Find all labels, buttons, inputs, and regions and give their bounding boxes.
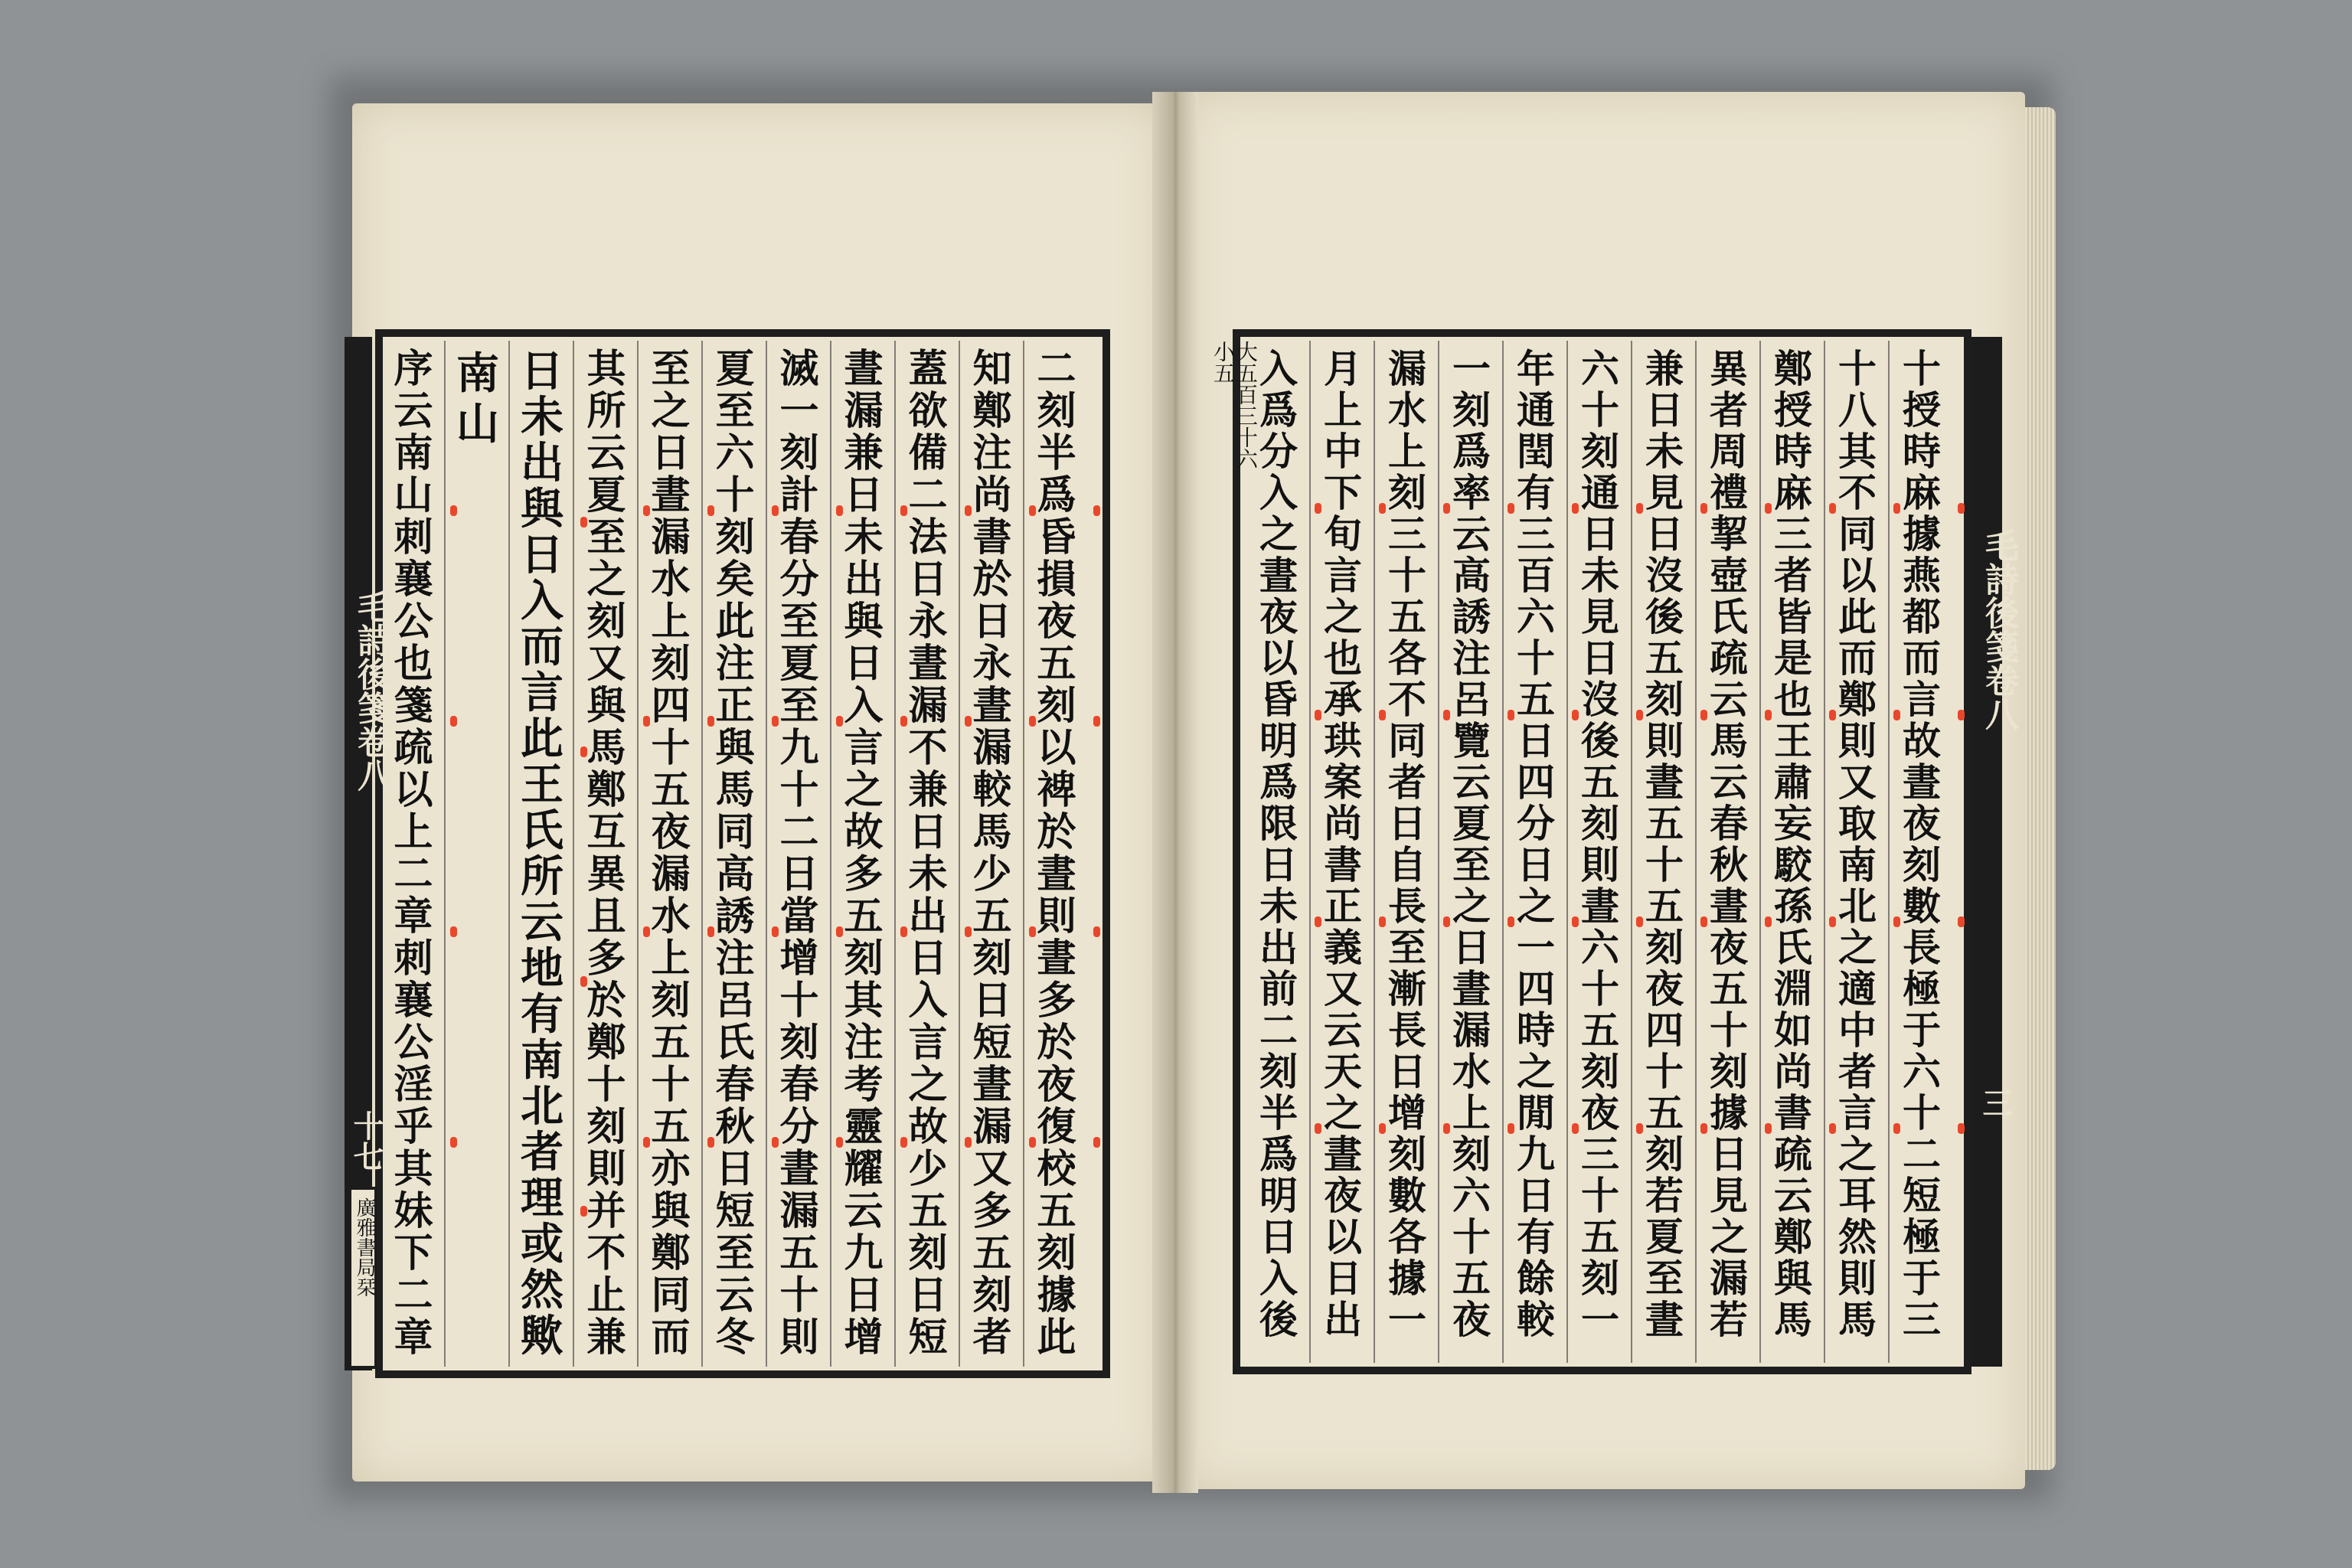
left-text-column-rule [637, 341, 639, 1367]
right-text-column-rule [1502, 341, 1504, 1363]
left-text-column: 蓋 欲 備 二 法 日 永 晝 漏 不 兼 日 未 出 日 入 言 之 故 少 五 刻 日 短 [908, 346, 948, 1361]
right-text-column-rule [1695, 341, 1697, 1363]
left-text-column: 知 鄭 注 尚 書 於 日 永 晝 漏 較 馬 少 五 刻 日 短 晝 漏 又 多 五 刻 者 [972, 346, 1012, 1361]
right-margin-note-2: 小五 [1210, 341, 1236, 384]
right-text-column-rule [1888, 341, 1890, 1363]
right-text-column: 漏 水 上 刻 三 十 五 各 不 同 者 日 自 長 至 漸 長 日 增 刻 數 各 據 一 [1388, 346, 1426, 1342]
right-text-column: 一 刻 爲 率 云 高 誘 注 呂 覽 云 夏 至 之 日 晝 漏 水 上 刻 六 十 五 夜 [1452, 346, 1491, 1342]
book-spine [1152, 92, 1198, 1493]
left-text-column: 日 未 出 與 日 入 而 言 此 王 氏 所 云 地 有 南 北 者 理 或 然 歟 [521, 346, 564, 1361]
right-text-column: 月 上 中 下 旬 言 之 也 承 珙 案 尚 書 正 義 又 云 天 之 晝 夜 以 日 出 [1324, 346, 1362, 1342]
right-text-column: 兼 日 未 見 日 沒 後 五 刻 則 晝 五 十 五 刻 夜 四 十 五 刻 若 夏 至 晝 [1645, 346, 1684, 1342]
right-text-column: 六 十 刻 通 日 未 見 日 沒 後 五 刻 則 晝 六 十 五 刻 夜 三 十 五 刻 一 [1581, 346, 1619, 1342]
right-text-column: 十 授 時 麻 據 燕 都 而 言 故 晝 夜 刻 數 長 極 于 六 十 二 短 極 于 三 [1903, 346, 1941, 1342]
left-text-column-rule [1023, 341, 1024, 1367]
right-banxin-strip [1971, 337, 2002, 1367]
right-margin-note-1: 大五百三十六 [1233, 341, 1259, 469]
left-text-column: 其 所 云 夏 至 之 刻 又 與 馬 鄭 互 異 且 多 於 鄭 十 刻 則 并 不 止 兼 [586, 346, 626, 1361]
left-text-column-rule [444, 341, 446, 1367]
right-text-column-rule [1309, 341, 1311, 1363]
right-text-column: 十 八 其 不 同 以 此 而 鄭 則 又 取 南 北 之 適 中 者 言 之 耳 然 則 馬 [1838, 346, 1877, 1342]
right-text-column-rule [1759, 341, 1761, 1363]
left-text-column-rule [508, 341, 510, 1367]
right-text-column-rule [1374, 341, 1375, 1363]
right-text-column: 入 爲 分 入 之 晝 夜 以 昏 明 爲 限 日 未 出 前 二 刻 半 爲 明 日 入 後 [1259, 346, 1298, 1342]
right-text-column-rule [1566, 341, 1568, 1363]
right-text-column-rule [1631, 341, 1632, 1363]
left-text-column: 二 刻 半 爲 昏 損 夜 五 刻 以 裨 於 晝 則 晝 多 於 夜 復 校 五 刻 據 此 [1037, 346, 1076, 1361]
left-text-column: 序 云 南 山 刺 襄 公 也 箋 疏 以 上 二 章 刺 襄 公 淫 乎 其 妹 下 二 章 [394, 346, 433, 1361]
publisher-label: 廣雅書局栞 [353, 1197, 376, 1297]
right-running-title: 毛詩後箋卷八 [1979, 528, 2018, 730]
left-text-column-rule [959, 341, 960, 1367]
publisher-box [348, 1187, 377, 1369]
left-text-column: 晝 漏 兼 日 未 出 與 日 入 言 之 故 多 五 刻 其 注 考 靈 耀 云 九 日 增 [844, 346, 884, 1361]
right-text-column-rule [1824, 341, 1825, 1363]
left-text-column-rule [573, 341, 574, 1367]
right-text-column: 異 者 周 禮 挈 壺 氏 疏 云 馬 云 春 秋 晝 夜 五 十 刻 據 日 見 之 漏 若 [1710, 346, 1748, 1342]
left-text-column: 至 之 日 晝 漏 水 上 刻 四 十 五 夜 漏 水 上 刻 五 十 五 亦 與 鄭 同 而 [651, 346, 691, 1361]
left-running-title: 毛詩後箋卷八 [351, 590, 390, 792]
right-text-column-rule [1438, 341, 1439, 1363]
left-page-number: 十七 [348, 1110, 384, 1171]
left-text-column: 夏 至 六 十 刻 矣 此 注 正 與 馬 同 高 誘 注 呂 氏 春 秋 日 短 至 云 冬 [715, 346, 755, 1361]
left-text-column: 南 山 [456, 348, 499, 449]
right-page-number: 三 [1978, 1087, 2014, 1118]
left-text-column: 滅 一 刻 計 春 分 至 夏 至 九 十 二 日 當 增 十 刻 春 分 晝 漏 五 十 則 [779, 346, 819, 1361]
right-text-column: 鄭 授 時 麻 三 者 皆 是 也 王 肅 妄 駮 孫 氏 淵 如 尚 書 疏 云 鄭 與 馬 [1774, 346, 1812, 1342]
left-text-column-rule [830, 341, 831, 1367]
left-text-column-rule [766, 341, 767, 1367]
left-text-column-rule [701, 341, 703, 1367]
right-text-column: 年 通 閏 有 三 百 六 十 五 日 四 分 日 之 一 四 時 之 閒 九 日 有 餘 較 [1517, 346, 1555, 1342]
page-edges [2025, 107, 2056, 1470]
left-text-column-rule [894, 341, 896, 1367]
